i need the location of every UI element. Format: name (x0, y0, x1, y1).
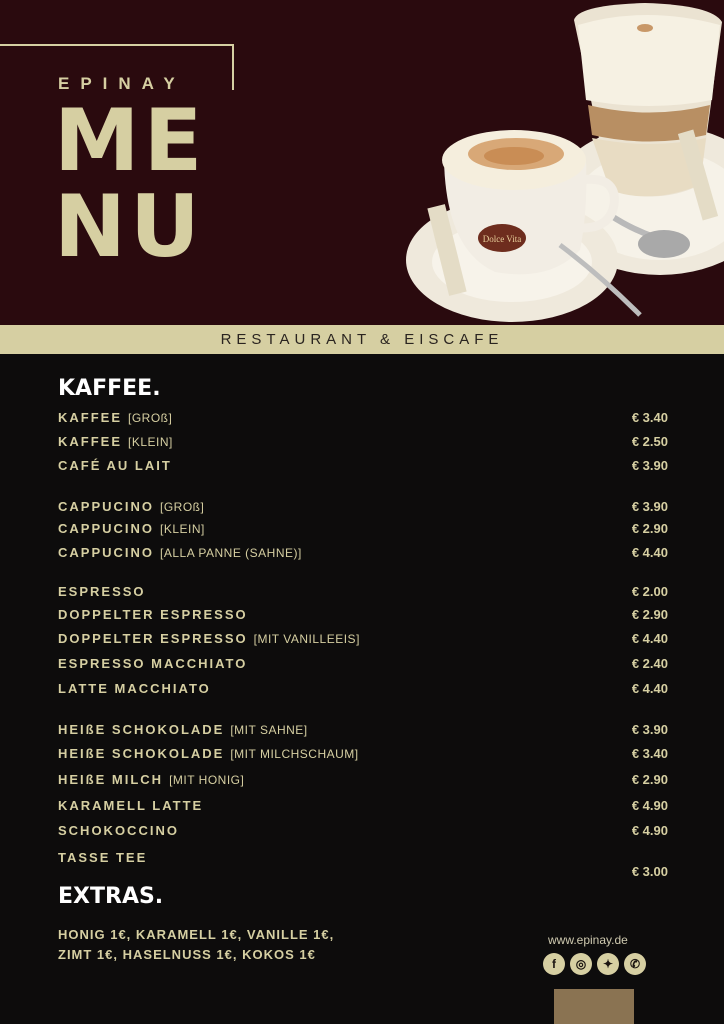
menu-item-price: € 2.90 (631, 607, 668, 622)
menu-item-name: LATTE MACCHIATO (58, 681, 211, 696)
subtitle-band (0, 325, 724, 354)
menu-item (58, 681, 668, 701)
twitter-icon[interactable]: ✦ (597, 953, 619, 975)
menu-item-name: KAFFEE (58, 410, 122, 425)
menu-item (58, 458, 668, 478)
menu-item (58, 722, 668, 742)
section-title-extras: EXTRAS. (58, 884, 164, 909)
menu-item-name: DOPPELTER ESPRESSO (58, 631, 248, 646)
menu-item-price: € 2.90 (631, 772, 668, 787)
menu-item-note: [MIT MILCHSCHAUM] (230, 747, 359, 761)
subtitle-text: RESTAURANT & EISCAFE (220, 331, 504, 348)
cup-logo-text: Dolce Vita (482, 234, 522, 244)
menu-title-line1: ME (54, 91, 207, 191)
menu-item (58, 772, 668, 792)
section-title-kaffee: KAFFEE. (58, 376, 161, 401)
menu-item-note: [ALLA PANNE (SAHNE)] (160, 546, 302, 560)
menu-item (58, 545, 668, 565)
menu-item-note: [MIT VANILLEEIS] (253, 632, 360, 646)
menu-item-price: € 4.90 (631, 823, 668, 838)
instagram-icon[interactable]: ◎ (570, 953, 592, 975)
menu-item (58, 746, 668, 766)
menu-item-price: € 2.00 (631, 584, 668, 599)
menu-item-name: CAPPUCINO (58, 521, 155, 536)
menu-item-price: € 2.90 (631, 521, 668, 536)
website-link[interactable]: www.epinay.de (548, 933, 628, 947)
menu-item-price: € 4.40 (631, 545, 668, 560)
menu-item (58, 798, 668, 818)
menu-item (58, 434, 668, 454)
menu-item-price: € 3.40 (631, 410, 668, 425)
menu-item-name: CAFÉ AU LAIT (58, 458, 172, 473)
social-links (543, 953, 646, 975)
menu-item-name: HEIßE MILCH (58, 772, 164, 787)
menu-item-price: € 4.40 (631, 631, 668, 646)
facebook-icon[interactable]: f (543, 953, 565, 975)
menu-item-note: [MIT HONIG] (169, 773, 245, 787)
menu-item-name: TASSE TEE (58, 850, 148, 865)
menu-item-name: HEIßE SCHOKOLADE (58, 722, 225, 737)
extras-list (58, 925, 398, 965)
menu-item-name: DOPPELTER ESPRESSO (58, 607, 248, 622)
menu-item (58, 850, 668, 879)
hero-header (0, 0, 724, 325)
brand-name: EPINAY (58, 74, 186, 93)
menu-item (58, 410, 668, 430)
menu-item (58, 499, 668, 519)
menu-item-price: € 2.40 (631, 656, 668, 671)
menu-item-name: SCHOKOCCINO (58, 823, 179, 838)
menu-item-price: € 4.40 (631, 681, 668, 696)
menu-item-name: ESPRESSO (58, 584, 146, 599)
menu-item (58, 656, 668, 676)
extras-line: ZIMT 1€, HASELNUSS 1€, KOKOS 1€ (58, 947, 316, 962)
menu-item-price: € 4.90 (631, 798, 668, 813)
menu-item (58, 521, 668, 541)
menu-item (58, 823, 668, 843)
menu-item-price: € 3.00 (631, 864, 668, 879)
menu-item-name: CAPPUCINO (58, 499, 155, 514)
menu-item-name: HEIßE SCHOKOLADE (58, 746, 225, 761)
extras-line: HONIG 1€, KARAMELL 1€, VANILLE 1€, (58, 927, 335, 942)
whatsapp-icon[interactable]: ✆ (624, 953, 646, 975)
menu-item-name: CAPPUCINO (58, 545, 155, 560)
menu-item-note: [MIT SAHNE] (230, 723, 308, 737)
menu-item-name: KAFFEE (58, 434, 122, 449)
menu-title-line2: NU (54, 177, 204, 277)
menu-item-price: € 3.90 (631, 458, 668, 473)
menu-item-price: € 2.50 (631, 434, 668, 449)
footer-tab (554, 989, 634, 1024)
menu-item-note: [GROß] (128, 411, 173, 425)
menu-item (58, 584, 668, 604)
menu-item (58, 631, 668, 651)
menu-item-price: € 3.90 (631, 722, 668, 737)
menu-item-price: € 3.90 (631, 499, 668, 514)
menu-item-price: € 3.40 (631, 746, 668, 761)
menu-item-name: KARAMELL LATTE (58, 798, 204, 813)
menu-item-note: [KLEIN] (128, 435, 173, 449)
menu-item-name: ESPRESSO MACCHIATO (58, 656, 248, 671)
menu-item-note: [GROß] (160, 500, 205, 514)
menu-item (58, 607, 668, 627)
menu-item-note: [KLEIN] (160, 522, 205, 536)
